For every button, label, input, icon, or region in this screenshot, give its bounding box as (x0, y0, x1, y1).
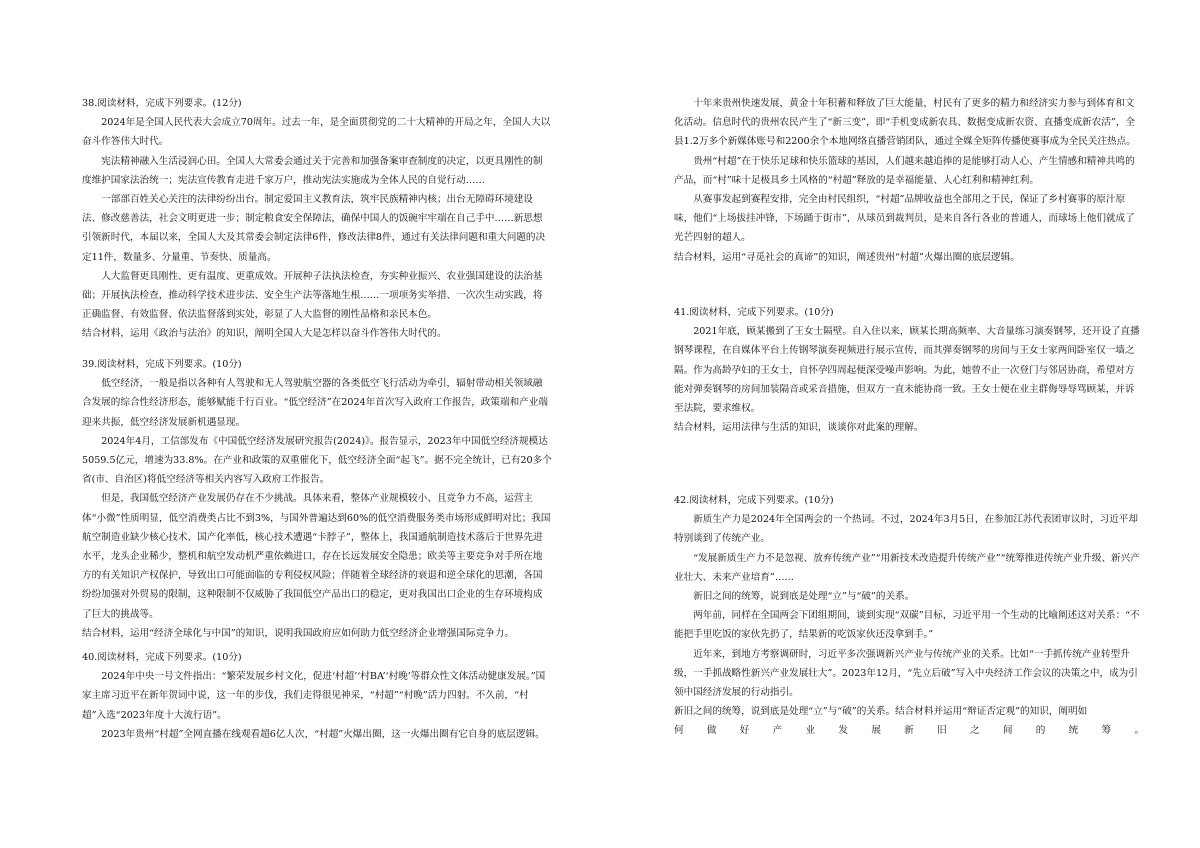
question-40-paragraph: 2023年贵州“村超”全网直播在线观看超6亿人次，“村超”火爆出圈，这一火爆出圈有它自身的底层逻辑。 (101, 728, 545, 740)
question-39-paragraph: 低空经济，一般是指以各种有人驾驶和无人驾驶航空器的各类低空飞行活动为牵引，辐射带动相关领域融合发展的综合性经济形态，能够赋能千行百业。“低空经济”在2024年首次写入政府工作报告，政策端和产业端迎来共振，低空经济发展新机遇显现。 (82, 378, 548, 428)
question-41-paragraph: 2021年底，顾某搬到了王女士隔壁。自入住以来，顾某长期高频率、大音量练习演奏钢琴，还开设了直播钢琴课程，在自媒体平台上传钢琴演奏视频进行展示宣传，而其弹奏钢琴的房间与王女士家两间卧室仅一墙之隔。作为高龄孕妇的王女士，自怀孕四周起便深受噪声影响。为此，她曾不止一次登门与邻居协商，希望对方能对弹奏钢琴的房间加装隔音或采音措施，但双方一直未能协商一致。王女士便在业主群侮辱辱骂顾某，并诉至法院，要求维权。 (674, 326, 1140, 415)
question-42-heading: 42.阅读材料，完成下列要求。(10分) (674, 495, 834, 506)
question-42-prompt: 新旧之间的统筹，说到底是处理“立”与“破”的关系。结合材料并运用“辩证否定观”的知识，阐明如 (674, 706, 1088, 718)
question-40-paragraph: 2024年中央一号文件指出：“繁荣发展乡村文化，促进‘村超’‘村BA’‘村晚’等群众性文体活动健康发展。”国家主席习近平在新年贺词中说，这一年的步伐，我们走得很见神采，“村超”“村晚”活力四射。不久前，“村超”入选“2023年度十大流行语”。 (82, 671, 546, 721)
question-40-paragraph: 贵州“村超”在于快乐足球和快乐篮球的基因，人们越来越追捧的是能够打动人心、产生情感和精神共鸣的产品，而“村”味十足极具乡土风格的“村超”释放的是幸福能量、人心红利和精神红利。 (674, 155, 1135, 186)
question-39-heading: 39.阅读材料，完成下列要求。(10分) (82, 359, 242, 370)
question-40-paragraph: 十年来贵州快速发展，黄金十年积蓄和释放了巨大能量，村民有了更多的精力和经济实力参与到体育和文化活动。信息时代的贵州农民产生了“新三变”，即“手机变成新农具、数据变成新农资、直播变成新农活”，全县1.2万多个新媒体账号和2200余个本地网络直播营销团队，通过全媒全矩阵传播使赛事成为全民关注热点。 (674, 98, 1136, 148)
question-38 (82, 94, 552, 344)
question-40-continued (674, 94, 1144, 267)
question-38-paragraph: 2024年是全国人民代表大会成立70周年。过去一年，是全面贯彻党的二十大精神的开局之年，全国人大以奋斗作答伟大时代。 (82, 117, 551, 148)
question-39 (82, 355, 552, 643)
question-38-heading: 38.阅读材料，完成下列要求。(12分) (82, 98, 242, 109)
question-39-prompt: 结合材料，运用“经济全球化与中国”的知识，说明我国政府应如何助力低空经济企业增强国际竞争力。 (82, 627, 514, 639)
question-42-paragraph: 新质生产力是2024年全国两会的一个热词。不过，2024年3月5日，在参加江苏代表团审议时，习近平却特别谈到了传统产业。 (674, 514, 1138, 545)
question-42-paragraph: “发展新质生产力不是忽视、放弃传统产业”“用新技术改造提升传统产业”“统筹推进传统产业升级、新兴产业壮大、未来产业培育”…… (674, 552, 1140, 583)
question-42-paragraph: 新旧之间的统筹，说到底是处理“立”与“破”的关系。 (693, 591, 915, 603)
question-39-paragraph: 但是，我国低空经济产业发展仍存在不少挑战。具体来看，整体产业规模较小、且竞争力不高，运营主体“小微”性质明显，低空消费类占比不到3%，与国外普遍达到60%的低空消费服务类市场形成鲜明对比；我国航空制造业缺少核心技术、国产化率低，核心技术遭遇“卡脖子”，整体上，我国通航制造技术落后于世界先进水平，龙头企业稀少，整机和航空发动机严重依赖进口，存在长远发展安全隐患；欧美等主要竞争对手所在地方的有关知识产权保护，导致出口可能面临的专利侵权风险；伴随着全球经济的衰退和逆全球化的思潮，各国纷纷加强对外贸易的限制，这种限制不仅威胁了我国低空产品出口的稳定，更对我国出口企业的生存环境构成了巨大的挑战等。 (82, 493, 551, 620)
question-42-prompt-tail: 何做好产业发展新旧之间的统筹。 (674, 725, 1144, 737)
question-41 (674, 303, 1144, 437)
question-38-paragraph: 人大监督更具刚性、更有温度、更重成效。开展种子法执法检查，夯实种业振兴、农业强国建设的法治基础；开展执法检查，推动科学技术进步法、安全生产法等落地生根……一项项务实举措、一次次生动实践，将正确监督、有效监督、依法监督落到实处，彰显了人大监督的刚性品格和亲民本色。 (82, 270, 543, 321)
question-38-paragraph: 一部部百姓关心关注的法律纷纷出台。制定爱国主义教育法，筑牢民族精神内核；出台无障碍环境建设法、修改慈善法，社会文明更进一步；制定粮食安全保障法，确保中国人的饭碗牢牢端在自己手中……新思想引领新时代，本届以来，全国人大及其常委会制定法律6件，修改法律8件，通过有关法律问题和重大问题的决定11件，数量多、分量重、节奏快、质量高。 (82, 194, 546, 263)
question-38-prompt: 结合材料，运用《政治与法治》的知识，阐明全国人大是怎样以奋斗作答伟大时代的。 (82, 328, 447, 340)
question-38-paragraph: 宪法精神融入生活浸润心田。全国人大常委会通过关于完善和加强备案审查制度的决定，以更具刚性的制度维护国家法治统一；宪法宣传教育走进千家万户，推动宪法实施成为全体人民的自觉行动…… (82, 155, 543, 186)
question-40-prompt: 结合材料，运用“寻觅社会的真谛”的知识，阐述贵州“村超”火爆出圈的底层逻辑。 (674, 251, 1020, 263)
question-41-heading: 41.阅读材料，完成下列要求。(10分) (674, 307, 834, 318)
question-40 (82, 648, 552, 744)
question-42 (674, 491, 1144, 741)
question-40-paragraph: 从赛事发起到赛程安排，完全由村民组织，“村超”品牌收益也全部用之于民，保证了乡村赛事的原汁原味，他们“上场拔挂冲锋，下场踊于街市”，从球员到裁判员，是来自各行各业的普通人，而球场上他们就成了光芒四射的超人。 (674, 194, 1135, 244)
question-42-paragraph: 两年前，同样在全国两会下团组期间，谈到实现“双碳”目标，习近平用一个生动的比喻阐述这对关系：“不能把手里吃饭的家伙先扔了，结果新的吃饭家伙还没拿到手。” (674, 610, 1140, 641)
question-40-heading: 40.阅读材料，完成下列要求。(10分) (82, 652, 242, 663)
question-41-prompt: 结合材料，运用法律与生活的知识，谈谈你对此案的理解。 (674, 422, 924, 434)
question-39-paragraph: 2024年4月，工信部发布《中国低空经济发展研究报告(2024)》。报告显示，2023年中国低空经济规模达5059.5亿元，增速为33.8%。在产业和政策的双重催化下，低空经济全面“起飞”。据不完全统计，已有20多个省(市、自治区)将低空经济等相关内容写入政府工作报告。 (82, 435, 552, 486)
question-42-paragraph: 近年来，到地方考察调研时，习近平多次强调新兴产业与传统产业的关系。比如“一手抓传统产业转型升级，一手抓战略性新兴产业发展壮大”。2023年12月，“先立后破”写入中央经济工作会议的决策之中，成为引领中国经济发展的行动指引。 (674, 648, 1138, 699)
